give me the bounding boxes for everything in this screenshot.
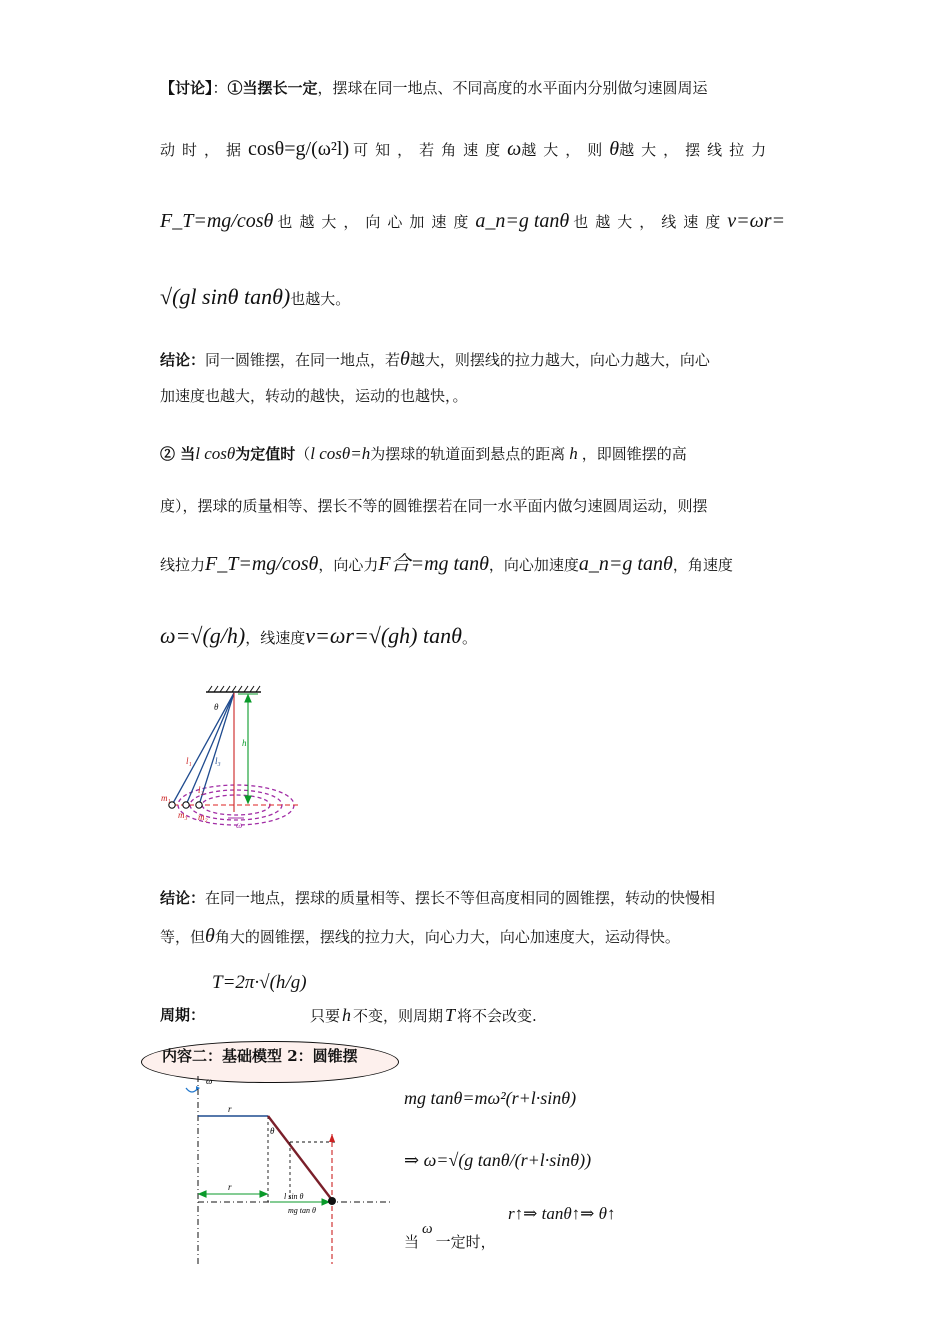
r-arrow [199, 1191, 267, 1197]
point2-title2: 为定值时 [235, 445, 296, 463]
section2-when [404, 1218, 496, 1253]
conclusion1-label: 结论： [160, 351, 206, 369]
omega-symbol: ω [422, 1221, 433, 1237]
label-theta: θ [214, 702, 219, 712]
conclusion2-line-2 [160, 925, 680, 948]
p1-text7: 也越大，线速度 [573, 213, 728, 231]
eq-cos-theta: cosθ=g/(ω²l) [248, 138, 350, 160]
eq-lcos: l cosθ [195, 444, 236, 463]
label-theta: θ [270, 1126, 275, 1136]
section2-eq2-wrap [404, 1150, 591, 1171]
eq-omega: ω=√(g/h) [160, 623, 246, 648]
period-text2: 不变，则周期 [353, 1007, 444, 1025]
eq-v: v=ωr=√(gh) tanθ [305, 623, 462, 648]
p1-text3: 可知，若角速度 [353, 141, 508, 159]
period-text [310, 1004, 537, 1027]
period-text3: 将不会改变. [457, 1007, 537, 1025]
p1-text5: 越大，摆线拉力 [619, 141, 774, 159]
conclusion1-line-1 [160, 348, 710, 371]
p2-text1: 为摆球的轨道面到悬点的距离 [370, 445, 566, 463]
conclusion2-label: 结论： [160, 889, 206, 907]
section2-eq1: mg tanθ=mω²(r+l·sinθ) [404, 1088, 577, 1108]
eq-tension: F_T=mg/cosθ [160, 210, 274, 232]
pendulum-bob [328, 1197, 336, 1205]
c2-text3: 角大的圆锥摆，摆线的拉力大，向心力大，向心加速度大，运动得快。 [214, 928, 680, 946]
eq-fhe: F合=mg tanθ [378, 553, 489, 575]
conclusion1-line-2 [160, 385, 468, 407]
omega-symbol: ω [507, 138, 522, 160]
eq-an: a_n=g tanθ [578, 553, 673, 575]
p2-text2: ，即圆锥摆的高 [581, 445, 687, 463]
section2-eq2: ⇒ ω=√(g tanθ/(r+l·sinθ)) [404, 1150, 592, 1170]
p2-text6: ，向心加速度 [488, 556, 579, 574]
label-lsin: l sin θ [284, 1192, 304, 1201]
period-equation: T=2π·√(h/g) [212, 972, 307, 993]
point2-line-4 [160, 625, 477, 649]
eq-ft: F_T=mg/cosθ [205, 553, 319, 575]
discussion-line-1: 【讨论】：①当摆长一定，摆球在同一地点、不同高度的水平面内分别做匀速圆周运 [160, 79, 708, 97]
theta-symbol: θ [400, 348, 410, 370]
discussion-label: 【讨论】 [160, 79, 213, 97]
discussion-line-4 [160, 286, 350, 310]
label-omega: ω [236, 820, 243, 830]
c2-text1: 在同一地点，摆球的质量相等、摆长不等但高度相同的圆锥摆，转动的快慢相 [205, 889, 716, 907]
discussion-line-2 [160, 138, 773, 161]
p2-text9: 。 [461, 629, 477, 647]
label-r-bottom: r [228, 1182, 232, 1192]
h-symbol: h [569, 444, 578, 463]
label-m2: m₂ [198, 812, 208, 822]
period-label-wrap [160, 1004, 205, 1026]
p2-text8: ，线速度 [245, 629, 306, 647]
section2-badge-text: 内容二：基础模型 2：圆锥摆 [162, 1047, 358, 1065]
label-m1: m₁ [161, 793, 171, 803]
p1-text8: 也越大。 [290, 290, 351, 308]
section2-eq1-wrap [404, 1088, 576, 1109]
label-l3: l₃ [215, 756, 221, 766]
point1-title: ①当摆长一定 [227, 79, 318, 97]
label-mgtan: mg tan θ [288, 1206, 316, 1215]
p1-text4: 越大，则 [521, 141, 610, 159]
theta-symbol: θ [609, 138, 620, 160]
c1-text2: 越大，则摆线的拉力越大，向心力越大，向心 [409, 351, 710, 369]
label-r-top: r [228, 1104, 232, 1114]
p1-text2: 动时，据 [160, 141, 249, 159]
point2-line-2 [160, 495, 708, 517]
label-omega: ω [206, 1076, 213, 1086]
section2-relation-wrap [508, 1204, 616, 1224]
section2-relation: r↑⇒ tanθ↑⇒ θ↑ [508, 1204, 616, 1223]
p1-text1: ，摆球在同一地点、不同高度的水平面内分别做匀速圆周运 [317, 79, 708, 97]
period-text1: 只要 [310, 1007, 341, 1025]
p2-text3: 度），摆球的质量相等、摆长不等的圆锥摆若在同一水平面内做匀速圆周运动，则摆 [160, 497, 708, 515]
c1-text3: 加速度也越大，转动的越快，运动的也越快，。 [160, 387, 468, 405]
paren-open: （ [295, 445, 311, 463]
ceiling-hatch [208, 686, 260, 692]
label-l2: l₂ [198, 785, 204, 795]
conical-pendulum-figure [158, 682, 303, 832]
point2-title1: ② 当 [160, 445, 196, 463]
point2-line-3 [160, 553, 733, 576]
section2-const: 一定时， [435, 1233, 496, 1251]
theta-symbol: θ [205, 925, 215, 947]
point2-line-1 [160, 443, 687, 465]
T-symbol: T [445, 1005, 456, 1025]
eq-velocity: v=ωr= [727, 210, 786, 232]
label-m3: m₃ [178, 810, 188, 820]
section2-when-text: 当 [404, 1233, 420, 1251]
eq-accel: a_n=g tanθ [475, 210, 570, 232]
conical-pendulum-model2-figure [178, 1074, 393, 1266]
p2-text7: ，角速度 [672, 556, 733, 574]
c1-text1: 同一圆锥摆，在同一地点，若 [205, 351, 401, 369]
label-l1: l₁ [186, 756, 192, 766]
period-label: 周期： [160, 1006, 206, 1024]
p2-text5: ，向心力 [318, 556, 379, 574]
discussion-line-3 [160, 210, 785, 233]
eq-velocity-sqrt: √(gl sinθ tanθ) [160, 284, 291, 309]
pendulum-string [268, 1116, 332, 1200]
pendulum-bobs [169, 802, 202, 808]
period-eq-wrap [212, 972, 307, 994]
eq-h: l cosθ=h [310, 444, 371, 463]
label-h: h [242, 738, 247, 748]
conclusion2-line-1 [160, 887, 715, 909]
p1-text6: 也越大，向心加速度 [277, 213, 476, 231]
p2-text4: 线拉力 [160, 556, 206, 574]
c2-text2: 等，但 [160, 928, 206, 946]
h-symbol: h [342, 1005, 352, 1025]
